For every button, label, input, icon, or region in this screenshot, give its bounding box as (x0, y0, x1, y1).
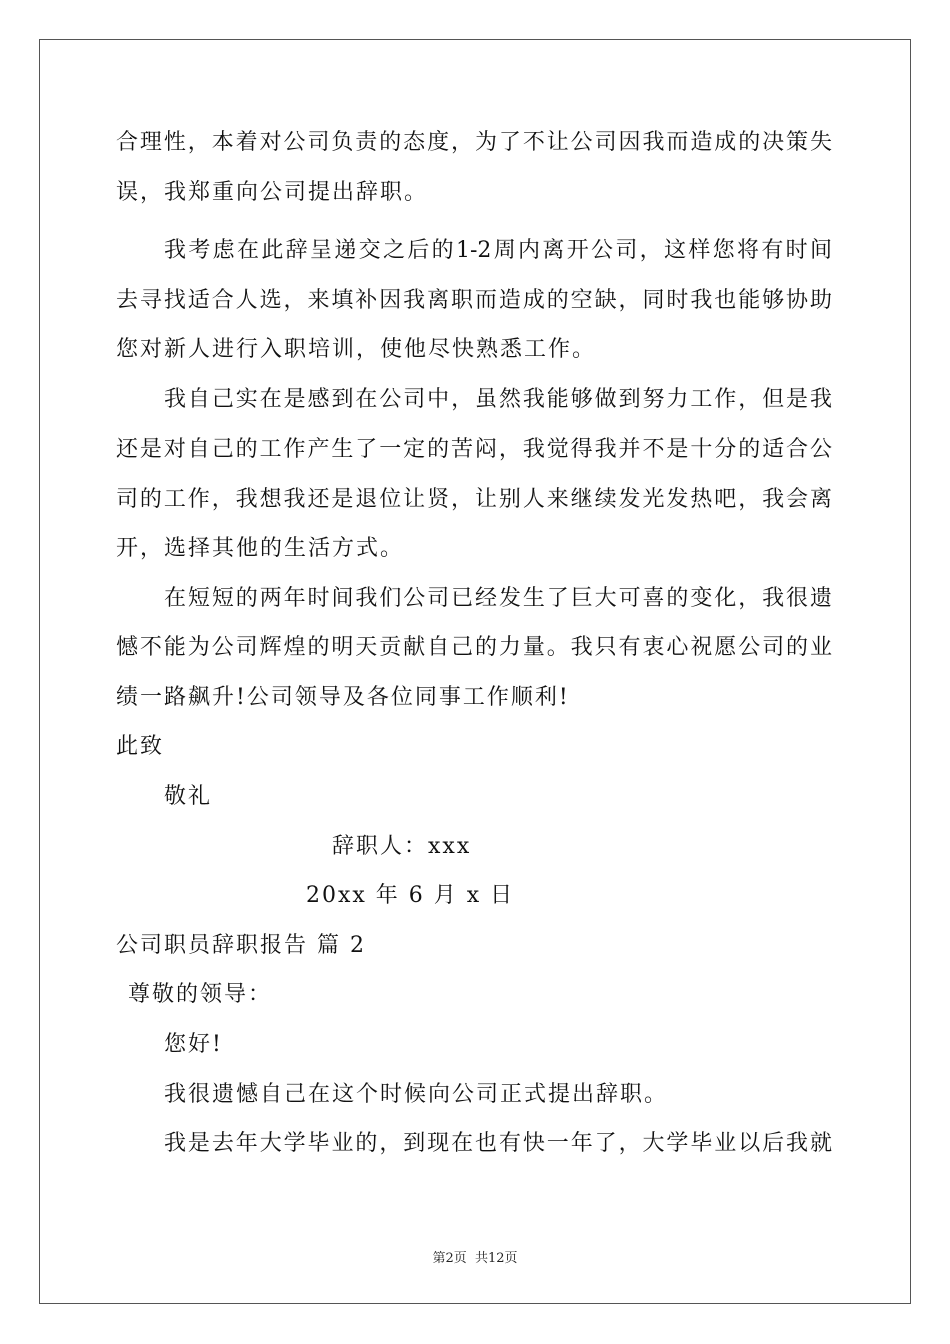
text-line: 开，选择其他的生活方式。 (116, 536, 405, 561)
text-line: 在短短的两年时间我们公司已经发生了巨大可喜的变化，我很遗 (164, 586, 832, 611)
closing-salutation: 此致 (116, 734, 165, 759)
text-line: 我自己实在是感到在公司中，虽然我能够做到努力工作，但是我 (164, 387, 832, 412)
signature-date: 20xx 年 6 月 x 日 (306, 883, 515, 908)
text-line: 还是对自己的工作产生了一定的苦闷，我觉得我并不是十分的适合公 (116, 437, 832, 462)
text-line: 司的工作，我想我还是退位让贤，让别人来继续发光发热吧，我会离 (116, 487, 832, 512)
page-number: 第2页 (432, 1251, 467, 1266)
text-line: 我是去年大学毕业的，到现在也有快一年了，大学毕业以后我就 (164, 1131, 832, 1156)
section-heading: 公司职员辞职报告 篇 2 (116, 933, 366, 958)
greeting-line: 尊敬的领导： (128, 982, 273, 1007)
text-line: 您对新人进行入职培训，使他尽快熟悉工作。 (116, 337, 597, 362)
text-line: 合理性，本着对公司负责的态度，为了不让公司因我而造成的决策失 (116, 130, 832, 155)
text-line: 我考虑在此辞呈递交之后的1-2周内离开公司，这样您将有时间 (164, 238, 832, 263)
page-footer (0, 1247, 950, 1266)
text-line: 去寻找适合人选，来填补因我离职而造成的空缺，同时我也能够协助 (116, 288, 832, 313)
text-line: 我很遗憾自己在这个时候向公司正式提出辞职。 (164, 1082, 669, 1107)
page-border (39, 39, 911, 1304)
text-line: 误，我郑重向公司提出辞职。 (116, 180, 429, 205)
text-line: 绩一路飙升!公司领导及各位同事工作顺利! (116, 685, 570, 710)
page-total: 共12页 (474, 1251, 518, 1266)
greeting-hello: 您好! (164, 1032, 223, 1057)
closing-regards: 敬礼 (164, 784, 213, 809)
signature-name: 辞职人：xxx (332, 834, 472, 859)
text-line: 憾不能为公司辉煌的明天贡献自己的力量。我只有衷心祝愿公司的业 (116, 635, 832, 660)
